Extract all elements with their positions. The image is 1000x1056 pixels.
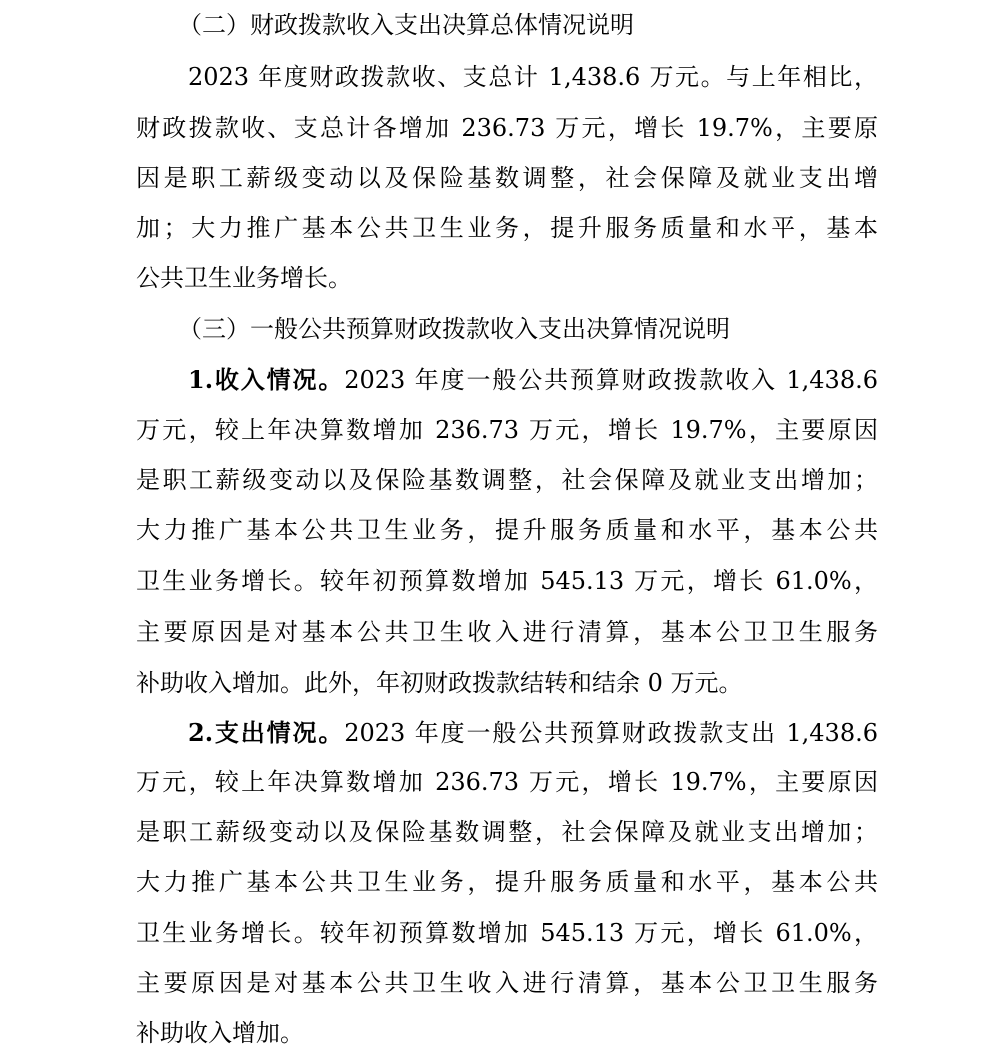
income-line-4: 大力推广基本公共卫生业务，提升服务质量和水平，基本公共 [136,516,878,544]
section-2-line-2: 财政拨款收、支总计各增加 236.73 万元，增长 19.7%，主要原 [136,114,878,142]
income-line-5: 卫生业务增长。较年初预算数增加 545.13 万元，增长 61.0%， [136,567,878,595]
expenditure-line-4: 大力推广基本公共卫生业务，提升服务质量和水平，基本公共 [136,868,878,896]
income-line-2: 万元，较上年决算数增加 236.73 万元，增长 19.7%，主要原因 [136,416,878,444]
income-label: 1.收入情况。 [188,365,345,394]
income-line-7: 补助收入增加。此外，年初财政拨款结转和结余 0 万元。 [136,669,743,697]
section-3-heading: （三）一般公共预算财政拨款收入支出决算情况说明 [178,315,730,343]
section-2-line-3: 因是职工薪级变动以及保险基数调整，社会保障及就业支出增 [136,164,878,192]
expenditure-label: 2.支出情况。 [188,718,345,747]
section-2-heading: （二）财政拨款收入支出决算总体情况说明 [178,11,634,39]
section-2-line-1: 2023 年度财政拨款收、支总计 1,438.6 万元。与上年相比， [188,63,878,91]
expenditure-first-line [188,718,878,748]
income-first-line [188,365,878,395]
income-line-3: 是职工薪级变动以及保险基数调整，社会保障及就业支出增加； [136,466,878,494]
income-line-6: 主要原因是对基本公共卫生收入进行清算，基本公卫卫生服务 [136,618,878,646]
expenditure-line-3: 是职工薪级变动以及保险基数调整，社会保障及就业支出增加； [136,818,878,846]
income-first-line-text: 2023 年度一般公共预算财政拨款收入 1,438.6 [344,366,878,394]
expenditure-line-2: 万元，较上年决算数增加 236.73 万元，增长 19.7%，主要原因 [136,768,878,796]
expenditure-line-5: 卫生业务增长。较年初预算数增加 545.13 万元，增长 61.0%， [136,919,878,947]
expenditure-line-7: 补助收入增加。 [136,1019,304,1047]
expenditure-first-line-text: 2023 年度一般公共预算财政拨款支出 1,438.6 [344,719,878,747]
section-2-line-4: 加；大力推广基本公共卫生业务，提升服务质量和水平，基本 [136,214,878,242]
expenditure-line-6: 主要原因是对基本公共卫生收入进行清算，基本公卫卫生服务 [136,969,878,997]
section-2-line-5: 公共卫生业务增长。 [136,264,352,292]
